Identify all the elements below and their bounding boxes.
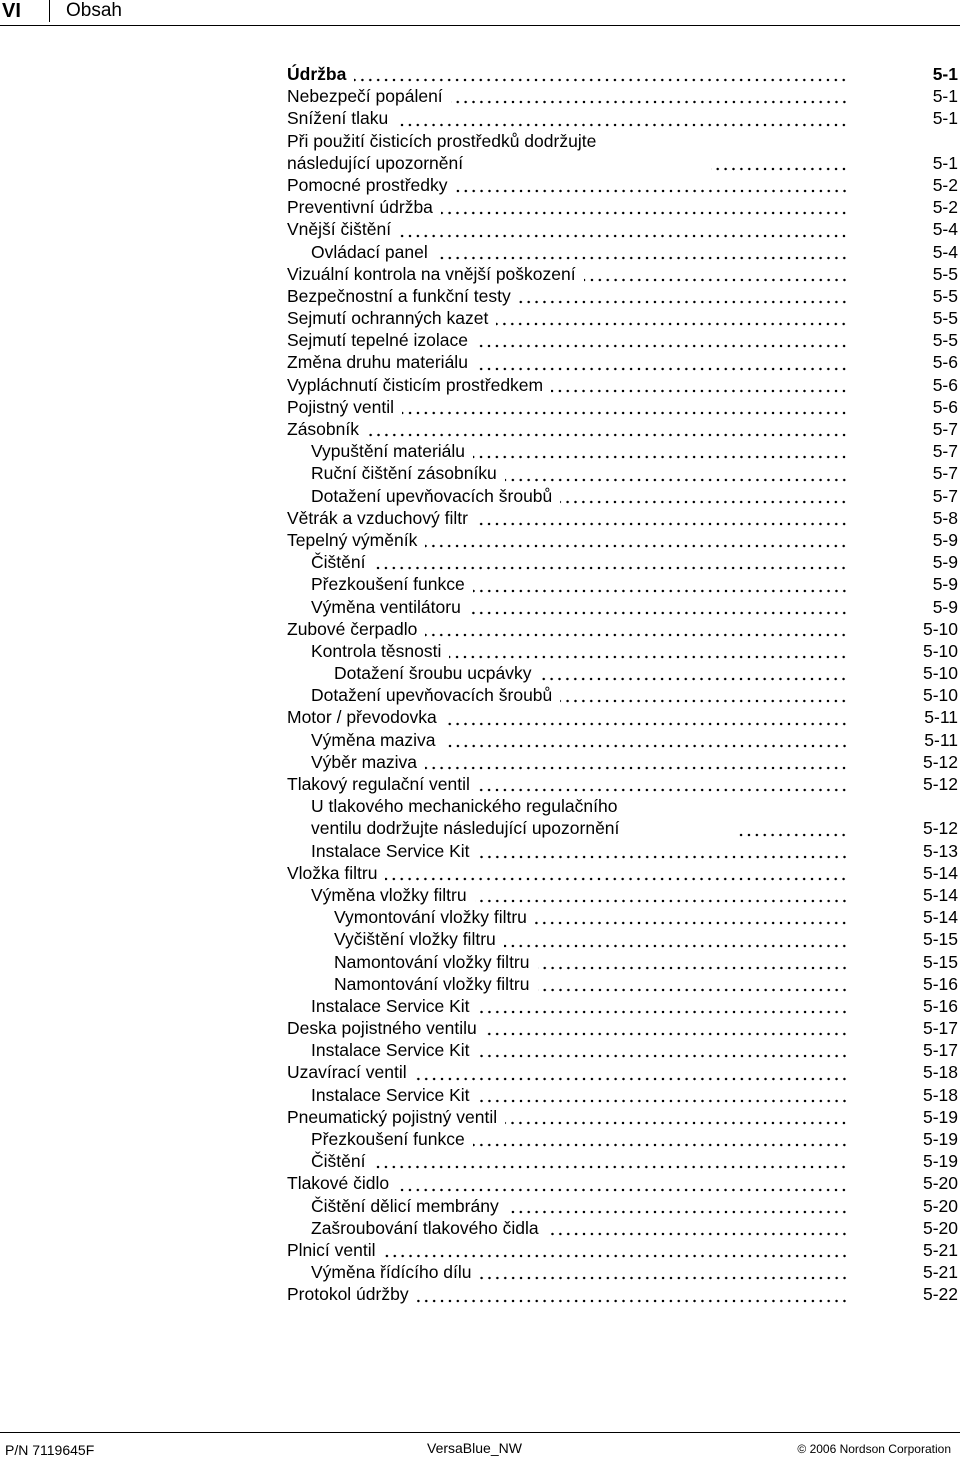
leader-dots — [441, 211, 848, 215]
toc-entry[interactable] — [287, 618, 958, 640]
toc-entry-label: Kontrola těsnosti — [311, 640, 445, 662]
toc-entry[interactable] — [287, 729, 958, 751]
toc-entry[interactable] — [287, 63, 958, 85]
toc-entry-page: 5-2 — [932, 174, 958, 195]
toc-entry[interactable] — [287, 1172, 958, 1194]
leader-dots — [478, 788, 848, 792]
toc-entry[interactable] — [287, 1106, 958, 1128]
toc-entry-label: Vložka filtru — [287, 862, 381, 884]
toc-entry-page: 5-15 — [922, 929, 958, 950]
toc-entry[interactable] — [287, 196, 958, 218]
toc-entry[interactable] — [287, 507, 958, 529]
toc-entry[interactable] — [287, 840, 958, 862]
product-name: VersaBlue_NW — [427, 1440, 522, 1456]
toc-entry-label: Protokol údržby — [287, 1283, 413, 1305]
toc-entry[interactable] — [287, 795, 958, 839]
toc-entry-page: 5-16 — [922, 973, 958, 994]
leader-dots — [547, 1232, 848, 1236]
toc-entry-label: Zubové čerpadlo — [287, 618, 421, 640]
leader-dots — [396, 123, 848, 127]
toc-entry-label: Dotažení upevňovacích šroubů — [311, 485, 556, 507]
leader-dots — [384, 1254, 848, 1258]
leader-dots — [538, 988, 849, 992]
toc-entry-page: 5-1 — [932, 63, 958, 84]
toc-entry-label: Výměna vložky filtru — [311, 884, 471, 906]
toc-entry-label: Ruční čištění zásobníku — [311, 462, 501, 484]
toc-entry[interactable] — [287, 1195, 958, 1217]
toc-entry[interactable] — [287, 1039, 958, 1061]
toc-entry-label: Tlakový regulační ventil — [287, 773, 474, 795]
leader-dots — [496, 322, 848, 326]
toc-entry[interactable] — [287, 1061, 958, 1083]
leader-dots — [476, 522, 848, 526]
toc-entry-page: 5-21 — [922, 1239, 958, 1260]
toc-entry-page: 5-12 — [922, 818, 958, 839]
toc-entry-label: Vypláchnutí čisticím prostředkem — [287, 374, 547, 396]
toc-entry[interactable] — [287, 418, 958, 440]
toc-entry-label: U tlakového mechanického regulačního ventilu dodržujte následující upozornění — [311, 795, 735, 839]
toc-entry[interactable] — [287, 1128, 958, 1150]
leader-dots — [538, 966, 849, 970]
toc-entry[interactable] — [287, 995, 958, 1017]
toc-entry[interactable] — [287, 1084, 958, 1106]
leader-dots — [425, 544, 848, 548]
toc-entry[interactable] — [287, 107, 958, 129]
leader-dots — [505, 1121, 848, 1125]
leader-dots — [449, 655, 848, 659]
leader-dots — [473, 589, 848, 593]
leader-dots — [415, 1077, 848, 1081]
toc-entry-label: Vypuštění materiálu — [311, 440, 469, 462]
leader-dots — [551, 389, 848, 393]
leader-dots — [354, 78, 848, 82]
toc-entry-label: Dotažení šroubu ucpávky — [334, 662, 535, 684]
part-number: P/N 7119645F — [5, 1442, 95, 1458]
footer-rule — [0, 1432, 960, 1433]
toc-entry-label: Vymontování vložky filtru — [334, 906, 531, 928]
toc-entry-label: Instalace Service Kit — [311, 995, 474, 1017]
page-title: Obsah — [66, 0, 122, 21]
leader-dots — [473, 455, 848, 459]
toc-entry-label: Změna druhu materiálu — [287, 351, 472, 373]
toc-entry-label: Sejmutí tepelné izolace — [287, 329, 472, 351]
leader-dots — [478, 1099, 848, 1103]
toc-entry-label: Namontování vložky filtru — [334, 951, 534, 973]
toc-entry[interactable] — [287, 884, 958, 906]
toc-entry-page: 5-1 — [932, 152, 958, 173]
toc-entry-label: Instalace Service Kit — [311, 1084, 474, 1106]
toc-entry[interactable] — [287, 307, 958, 329]
page-header — [0, 0, 960, 26]
toc-entry-label: Přezkoušení funkce — [311, 573, 469, 595]
toc-entry[interactable] — [287, 85, 958, 107]
toc-entry-label: Namontování vložky filtru — [334, 973, 534, 995]
leader-dots — [507, 1210, 848, 1214]
toc-entry[interactable] — [287, 862, 958, 884]
toc-entry[interactable] — [287, 906, 958, 928]
toc-entry-page: 5-12 — [922, 774, 958, 794]
toc-entry-label: Přezkoušení funkce — [311, 1128, 469, 1150]
leader-dots — [385, 877, 848, 881]
toc-entry-page: 5-10 — [922, 618, 958, 639]
toc-entry-label: Plnicí ventil — [287, 1239, 380, 1261]
leader-dots — [451, 100, 848, 104]
toc-entry-page: 5-21 — [922, 1262, 958, 1283]
toc-entry-page: 5-7 — [932, 441, 958, 462]
toc-entry-label: Instalace Service Kit — [311, 1039, 474, 1061]
toc-entry-page: 5-18 — [922, 1062, 958, 1083]
leader-dots — [478, 1054, 848, 1058]
toc-entry-page: 5-20 — [922, 1173, 958, 1194]
leader-dots — [478, 1010, 848, 1014]
toc-entry[interactable] — [287, 351, 958, 373]
toc-entry-page: 5-9 — [932, 596, 958, 617]
toc-entry[interactable] — [287, 130, 958, 174]
toc-entry-page: 5-1 — [932, 108, 958, 129]
toc-entry-page: 5-5 — [932, 330, 958, 351]
toc-entry-page: 5-8 — [932, 507, 958, 528]
toc-entry-label: Vizuální kontrola na vnější poškození — [287, 263, 580, 285]
toc-entry-page: 5-7 — [932, 463, 958, 484]
leader-dots — [473, 1143, 848, 1147]
toc-entry[interactable] — [287, 596, 958, 618]
toc-entry-label: Zásobník — [287, 418, 363, 440]
toc-entry[interactable] — [287, 462, 958, 484]
toc-entry[interactable] — [287, 529, 958, 551]
toc-entry-page: 5-2 — [932, 197, 958, 218]
toc-entry-label: Výměna ventilátoru — [311, 596, 465, 618]
leader-dots — [373, 1165, 848, 1169]
leader-dots — [456, 189, 849, 193]
copyright: © 2006 Nordson Corporation — [797, 1442, 951, 1456]
toc-entry-label: Nebezpečí popálení — [287, 85, 447, 107]
toc-entry-page: 5-11 — [924, 707, 958, 728]
toc-entry-page: 5-17 — [922, 1040, 958, 1061]
toc-entry-label: Ovládací panel — [311, 241, 432, 263]
toc-entry-page: 5-18 — [922, 1084, 958, 1105]
toc-entry-page: 5-7 — [932, 485, 958, 506]
toc-entry[interactable] — [287, 684, 958, 706]
toc-entry[interactable] — [287, 263, 958, 285]
toc-entry-label: Instalace Service Kit — [311, 840, 474, 862]
toc-entry-label: Pomocné prostředky — [287, 174, 452, 196]
table-of-contents — [287, 63, 958, 1306]
toc-entry[interactable] — [287, 662, 958, 684]
toc-entry-label: Motor / převodovka — [287, 706, 441, 728]
toc-entry[interactable] — [287, 285, 958, 307]
toc-entry-page: 5-16 — [922, 995, 958, 1016]
toc-entry-label: Čištění — [311, 551, 369, 573]
toc-entry[interactable] — [287, 706, 958, 728]
leader-dots — [425, 766, 848, 770]
toc-entry-page: 5-5 — [932, 308, 958, 329]
toc-entry-label: Vyčištění vložky filtru — [334, 928, 500, 950]
toc-entry-label: Tepelný výměník — [287, 529, 421, 551]
toc-entry-label: Vnější čištění — [287, 218, 395, 240]
toc-entry[interactable] — [287, 1261, 958, 1283]
leader-dots — [478, 855, 848, 859]
leader-dots — [539, 677, 848, 681]
toc-entry-page: 5-15 — [922, 951, 958, 972]
toc-entry-label: Snížení tlaku — [287, 107, 392, 129]
toc-entry-page: 5-17 — [922, 1018, 958, 1039]
toc-entry-page: 5-13 — [922, 840, 958, 861]
toc-entry-page: 5-9 — [932, 529, 958, 550]
toc-entry-page: 5-20 — [922, 1195, 958, 1216]
leader-dots — [399, 234, 848, 238]
toc-entry-label: Sejmutí ochranných kazet — [287, 307, 492, 329]
leader-dots — [402, 411, 848, 415]
toc-entry-page: 5-1 — [932, 86, 958, 107]
leader-dots — [417, 1299, 848, 1303]
chapter-number: VI — [0, 0, 50, 22]
toc-entry[interactable] — [287, 551, 958, 573]
leader-dots — [485, 1032, 848, 1036]
toc-entry-label: Při použití čisticích prostředků dodržujte následující upozornění — [287, 130, 711, 174]
toc-entry-label: Čištění dělicí membrány — [311, 1195, 503, 1217]
leader-dots — [560, 500, 848, 504]
toc-entry-label: Výměna řídícího dílu — [311, 1261, 476, 1283]
toc-entry[interactable] — [287, 1239, 958, 1261]
leader-dots — [505, 478, 848, 482]
toc-entry[interactable] — [287, 485, 958, 507]
toc-entry[interactable] — [287, 329, 958, 351]
toc-entry-label: Pojistný ventil — [287, 396, 398, 418]
toc-entry-page: 5-20 — [922, 1217, 958, 1238]
toc-entry-label: Větrák a vzduchový filtr — [287, 507, 472, 529]
toc-entry[interactable] — [287, 1283, 958, 1305]
toc-entry-label: Výměna maziva — [311, 729, 440, 751]
toc-entry-label: Čištění — [311, 1150, 369, 1172]
toc-entry[interactable] — [287, 973, 958, 995]
toc-entry[interactable] — [287, 174, 958, 196]
leader-dots — [504, 944, 848, 948]
toc-entry[interactable] — [287, 640, 958, 662]
leader-dots — [469, 611, 848, 615]
toc-entry[interactable] — [287, 1217, 958, 1239]
toc-entry-page: 5-5 — [932, 285, 958, 306]
toc-entry-page: 5-22 — [922, 1284, 958, 1305]
toc-entry-page: 5-10 — [922, 685, 958, 706]
toc-entry[interactable] — [287, 396, 958, 418]
toc-entry[interactable] — [287, 374, 958, 396]
toc-entry[interactable] — [287, 928, 958, 950]
toc-entry-page: 5-6 — [932, 352, 958, 373]
leader-dots — [436, 256, 848, 260]
toc-entry[interactable] — [287, 573, 958, 595]
toc-entry-label: Zašroubování tlakového čidla — [311, 1217, 543, 1239]
toc-entry-label: Uzavírací ventil — [287, 1061, 411, 1083]
toc-entry-page: 5-19 — [922, 1106, 958, 1127]
leader-dots — [425, 633, 848, 637]
toc-entry[interactable] — [287, 951, 958, 973]
toc-entry-page: 5-10 — [922, 640, 958, 661]
leader-dots — [475, 899, 848, 903]
toc-entry[interactable] — [287, 440, 958, 462]
leader-dots — [476, 367, 848, 371]
toc-entry-page: 5-19 — [922, 1129, 958, 1150]
toc-entry[interactable] — [287, 751, 958, 773]
leader-dots — [519, 300, 848, 304]
toc-entry[interactable] — [287, 218, 958, 240]
toc-entry[interactable] — [287, 241, 958, 263]
toc-entry-page: 5-11 — [924, 729, 958, 750]
toc-entry-label: Údržba — [287, 63, 350, 85]
leader-dots — [397, 1188, 848, 1192]
leader-dots — [367, 433, 848, 437]
toc-entry[interactable] — [287, 773, 958, 795]
toc-entry-label: Pneumatický pojistný ventil — [287, 1106, 501, 1128]
toc-entry-label: Deska pojistného ventilu — [287, 1017, 481, 1039]
toc-entry-page: 5-5 — [932, 263, 958, 284]
toc-entry-page: 5-6 — [932, 396, 958, 417]
header-rule — [0, 25, 960, 26]
toc-entry-page: 5-19 — [922, 1151, 958, 1172]
toc-entry-page: 5-7 — [932, 419, 958, 439]
toc-entry-label: Tlakové čidlo — [287, 1172, 393, 1194]
toc-entry[interactable] — [287, 1150, 958, 1172]
toc-entry-label: Preventivní údržba — [287, 196, 437, 218]
toc-entry-label: Bezpečnostní a funkční testy — [287, 285, 515, 307]
toc-entry-page: 5-6 — [932, 374, 958, 395]
toc-entry-page: 5-14 — [922, 884, 958, 905]
toc-entry-page: 5-10 — [922, 663, 958, 684]
toc-entry-page: 5-14 — [922, 907, 958, 928]
toc-entry-label: Výběr maziva — [311, 751, 421, 773]
leader-dots — [445, 722, 848, 726]
leader-dots — [584, 278, 848, 282]
toc-entry-page: 5-12 — [922, 751, 958, 772]
toc-entry-page: 5-9 — [932, 574, 958, 595]
leader-dots — [535, 921, 848, 925]
toc-entry-page: 5-4 — [932, 241, 958, 262]
toc-entry[interactable] — [287, 1017, 958, 1039]
toc-entry-label: Dotažení upevňovacích šroubů — [311, 684, 556, 706]
toc-entry-page: 5-14 — [922, 862, 958, 883]
leader-dots — [560, 699, 848, 703]
toc-entry-page: 5-4 — [932, 219, 958, 240]
leader-dots — [480, 1276, 849, 1280]
toc-entry-page: 5-9 — [932, 552, 958, 573]
leader-dots — [444, 744, 849, 748]
leader-dots — [373, 566, 848, 570]
leader-dots — [476, 344, 848, 348]
